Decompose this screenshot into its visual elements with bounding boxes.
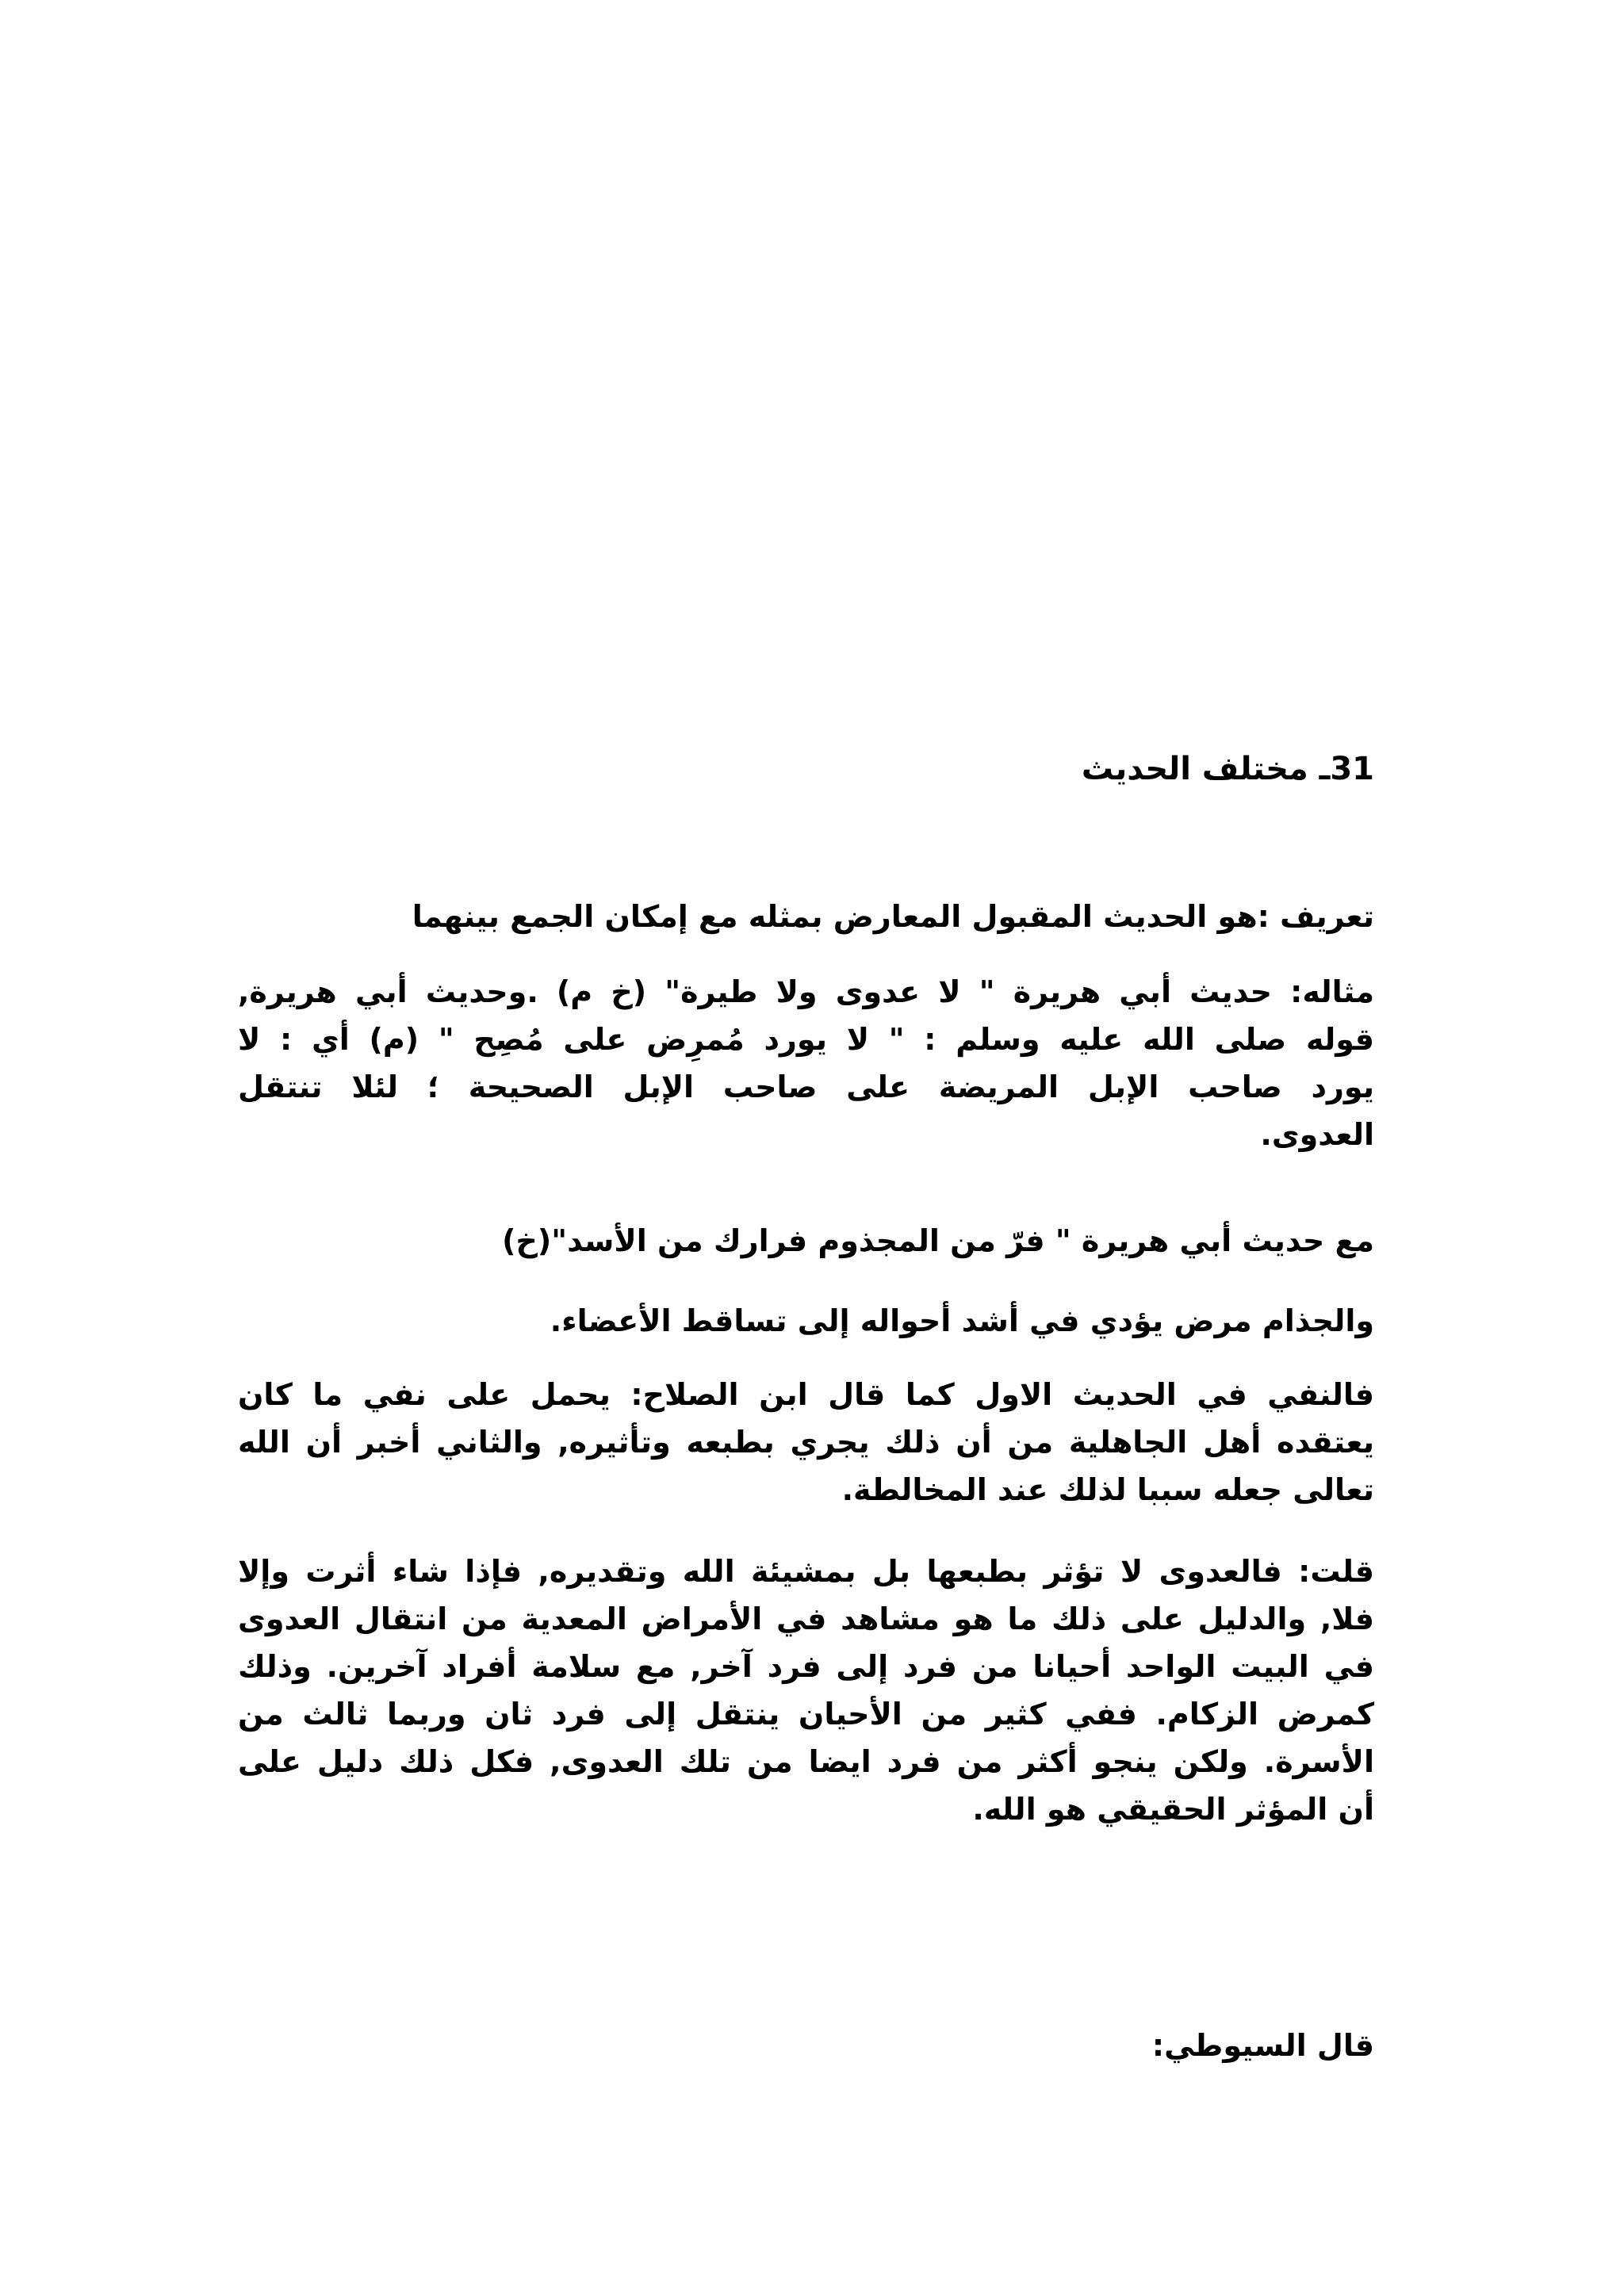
example-line-2: قوله صلى الله عليه وسلم : " لا يورد مُمرِض على مُصِح " (م) أي : لا xyxy=(238,1022,1374,1057)
comment-line-5: الأسرة. ولكن ينجو أكثر من فرد ايضا من تلك العدوى, فكل ذلك دليل على xyxy=(238,1744,1374,1779)
negation-line-2: يعتقده أهل الجاهلية من أن ذلك يجري بطبعه وتأثيره, والثاني أخبر أن الله xyxy=(238,1425,1374,1460)
example-line-4: العدوى. xyxy=(1260,1117,1374,1152)
comment-line-6: أن المؤثر الحقيقي هو الله. xyxy=(972,1792,1374,1827)
negation-line-1: فالنفي في الحديث الاول كما قال ابن الصلاح: يحمل على نفي ما كان xyxy=(238,1377,1374,1412)
comment-line-2: فلا, والدليل على ذلك ما هو مشاهد في الأمراض المعدية من انتقال العدوى xyxy=(238,1601,1374,1636)
contrast-hadith-paragraph: مع حديث أبي هريرة " فرّ من المجذوم فرارك من الأسد"(خ) xyxy=(502,1223,1374,1258)
negation-line-3: تعالى جعله سببا لذلك عند المخالطة. xyxy=(841,1472,1374,1507)
suyuti-heading: قال السيوطي: xyxy=(1151,2028,1374,2063)
example-line-1: مثاله: حديث أبي هريرة " لا عدوى ولا طيرة" (خ م) .وحديث أبي هريرة, xyxy=(238,974,1374,1009)
definition-paragraph: تعريف :هو الحديث المقبول المعارض بمثله مع إمكان الجمع بينهما xyxy=(412,899,1374,934)
leprosy-paragraph: والجذام مرض يؤدي في أشد أحواله إلى تساقط الأعضاء. xyxy=(550,1303,1374,1338)
example-line-3: يورد صاحب الإبل المريضة على صاحب الإبل الصحيحة ؛ لئلا تنتقل xyxy=(238,1070,1374,1104)
comment-line-3: في البيت الواحد أحيانا من فرد إلى فرد آخر, مع سلامة أفراد آخرين. وذلك xyxy=(238,1649,1374,1684)
comment-line-1: قلت: فالعدوى لا تؤثر بطبعها بل بمشيئة الله وتقديره, فإذا شاء أثرت وإلا xyxy=(238,1554,1374,1589)
section-heading: 31ـ مختلف الحديث xyxy=(1081,751,1374,787)
comment-line-4: كمرض الزكام. ففي كثير من الأحيان ينتقل إلى فرد ثان وربما ثالث من xyxy=(238,1697,1374,1732)
